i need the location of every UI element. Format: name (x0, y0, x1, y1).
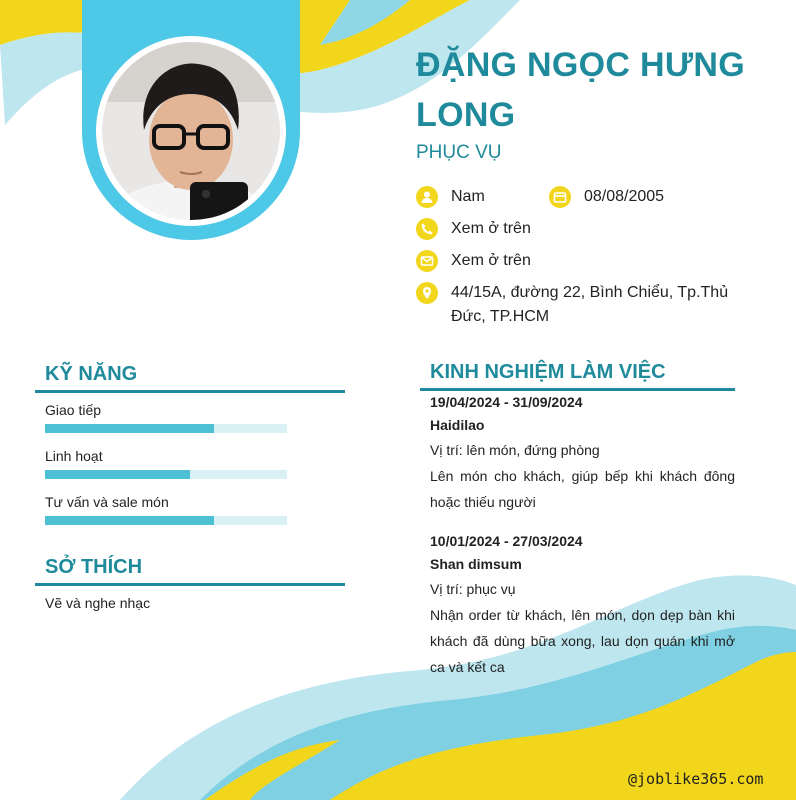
experience-company: Shan dimsum (430, 556, 522, 572)
user-icon (416, 186, 438, 208)
hobbies-title: SỞ THÍCH (45, 556, 143, 578)
experience-date: 19/04/2024 - 31/09/2024 (430, 394, 583, 410)
skill-bar-fill (45, 470, 190, 479)
skills-divider (35, 390, 345, 393)
experience-company: Haidilao (430, 417, 485, 433)
hobbies-divider (35, 583, 345, 586)
address-value: 44/15A, đường 22, Bình Chiểu, Tp.Thủ Đức, TP.HCM (451, 284, 729, 325)
mail-icon (416, 250, 438, 272)
skill-bar (45, 470, 287, 479)
skills-title: KỸ NĂNG (45, 363, 138, 385)
watermark: @joblike365.com (628, 770, 764, 788)
profile-photo (102, 42, 280, 220)
skill-bar-fill (45, 424, 214, 433)
hobbies-text: Vẽ và nghe nhạc (45, 595, 151, 611)
experience-divider (420, 388, 735, 391)
email-row (416, 249, 531, 273)
email-value: Xem ở trên (451, 252, 531, 269)
phone-icon (416, 218, 438, 240)
experience-description: Lên món cho khách, giúp bếp khi khách đông hoặc thiếu người (430, 468, 735, 510)
calendar-icon (549, 186, 571, 208)
skill-bar (45, 424, 287, 433)
candidate-role: PHỤC VỤ (416, 142, 502, 163)
experience-position: Vị trí: phục vụ (430, 581, 516, 597)
address-row (416, 281, 766, 329)
birthdate-value: 08/08/2005 (584, 188, 665, 205)
gender-value: Nam (451, 188, 485, 205)
location-icon (416, 282, 438, 304)
experience-description: Nhận order từ khách, lên món, dọn dẹp bàn khi khách đã dùng bữa xong, lau dọn quán khi mở ca và kết ca (430, 607, 735, 675)
experience-title: KINH NGHIỆM LÀM VIỆC (430, 361, 666, 383)
birthdate-row (549, 185, 664, 209)
candidate-name: ĐẶNG NGỌC HƯNG LONG (416, 46, 745, 134)
skill-label: Tư vấn và sale món (45, 494, 169, 510)
phone-row (416, 217, 531, 241)
skill-label: Giao tiếp (45, 402, 102, 418)
experience-position: Vị trí: lên món, đứng phòng (430, 442, 600, 458)
experience-date: 10/01/2024 - 27/03/2024 (430, 533, 583, 549)
skill-bar (45, 516, 287, 525)
gender-row (416, 185, 485, 209)
phone-value: Xem ở trên (451, 220, 531, 237)
skill-label: Linh hoạt (45, 448, 103, 464)
skill-bar-fill (45, 516, 214, 525)
